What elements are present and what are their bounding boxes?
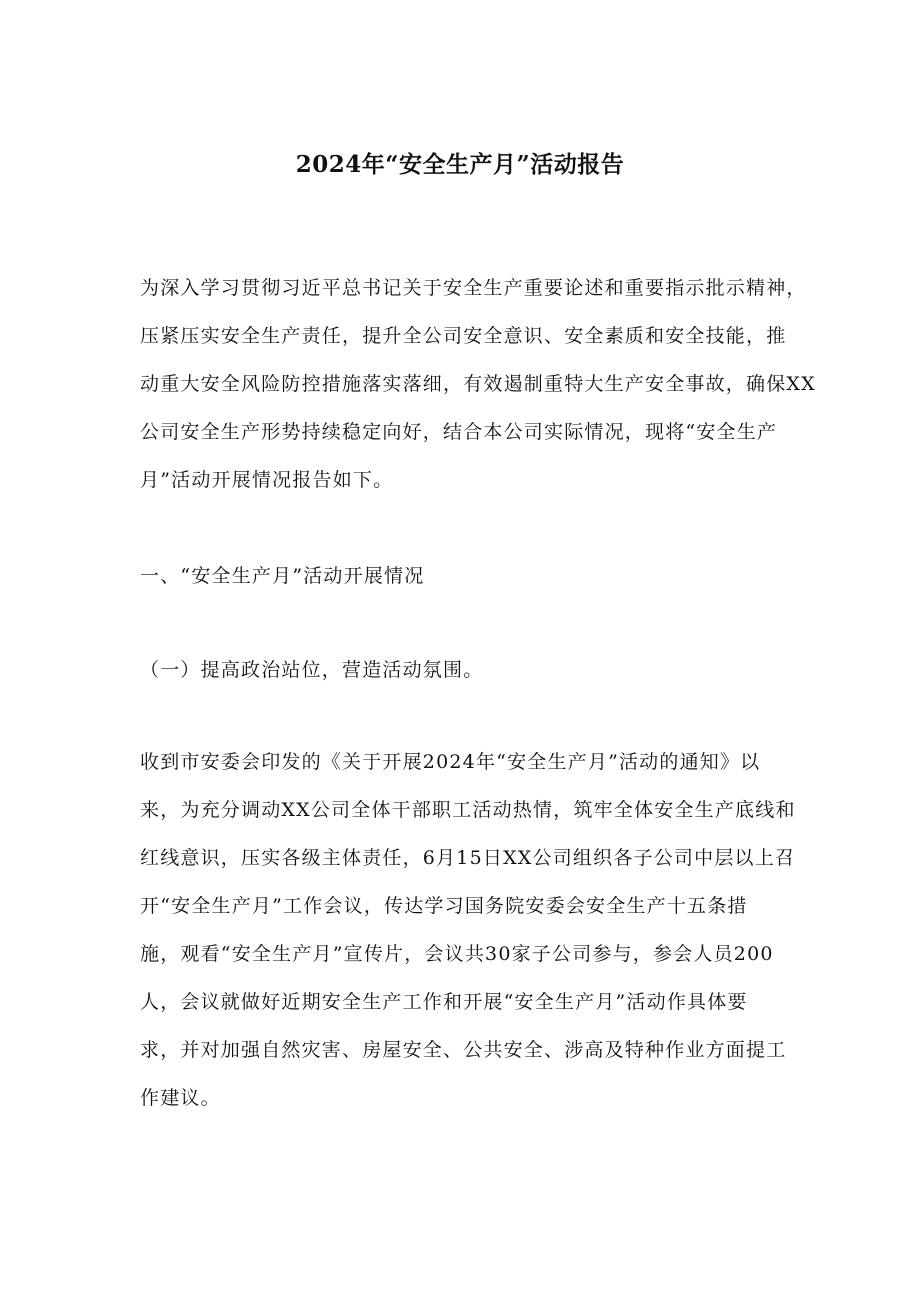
body-line: 来，为充分调动XX公司全体干部职工活动热情，筑牢全体安全生产底线和	[140, 799, 796, 821]
section-heading	[140, 552, 790, 600]
subsection-heading	[140, 646, 790, 694]
body-line: 施，观看“安全生产月”宣传片，会议共30家子公司参与，参会人员200	[140, 943, 774, 965]
intro-paragraph	[140, 264, 816, 504]
subsection-heading-text: （一）提高政治站位，营造活动氛围。	[140, 659, 484, 681]
body-line: 开“安全生产月”工作会议，传达学习国务院安委会安全生产十五条措	[140, 895, 748, 917]
body-line: 红线意识，压实各级主体责任，6月15日XX公司组织各子公司中层以上召	[140, 847, 796, 869]
intro-line: 为深入学习贯彻习近平总书记关于安全生产重要论述和重要指示批示精神，	[140, 277, 807, 299]
body-paragraph	[140, 738, 796, 1122]
intro-line: 公司安全生产形势持续稳定向好，结合本公司实际情况，现将“安全生产	[140, 421, 778, 443]
intro-line: 压紧压实安全生产责任，提升全公司安全意识、安全素质和安全技能，推	[140, 325, 787, 347]
body-line: 收到市安委会印发的《关于开展2024年“安全生产月”活动的通知》以	[140, 751, 761, 773]
document-title: 2024年“安全生产月”活动报告	[295, 151, 625, 178]
intro-line: 月”活动开展情况报告如下。	[140, 469, 394, 491]
intro-line: 动重大安全风险防控措施落实落细，有效遏制重特大生产安全事故，确保XX	[140, 373, 816, 395]
body-line: 求，并对加强自然灾害、房屋安全、公共安全、涉高及特种作业方面提工	[140, 1039, 787, 1061]
body-line: 作建议。	[140, 1087, 221, 1109]
body-line: 人，会议就做好近期安全生产工作和开展“安全生产月”活动作具体要	[140, 991, 748, 1013]
section-heading-text: 一、“安全生产月”活动开展情况	[140, 565, 425, 587]
